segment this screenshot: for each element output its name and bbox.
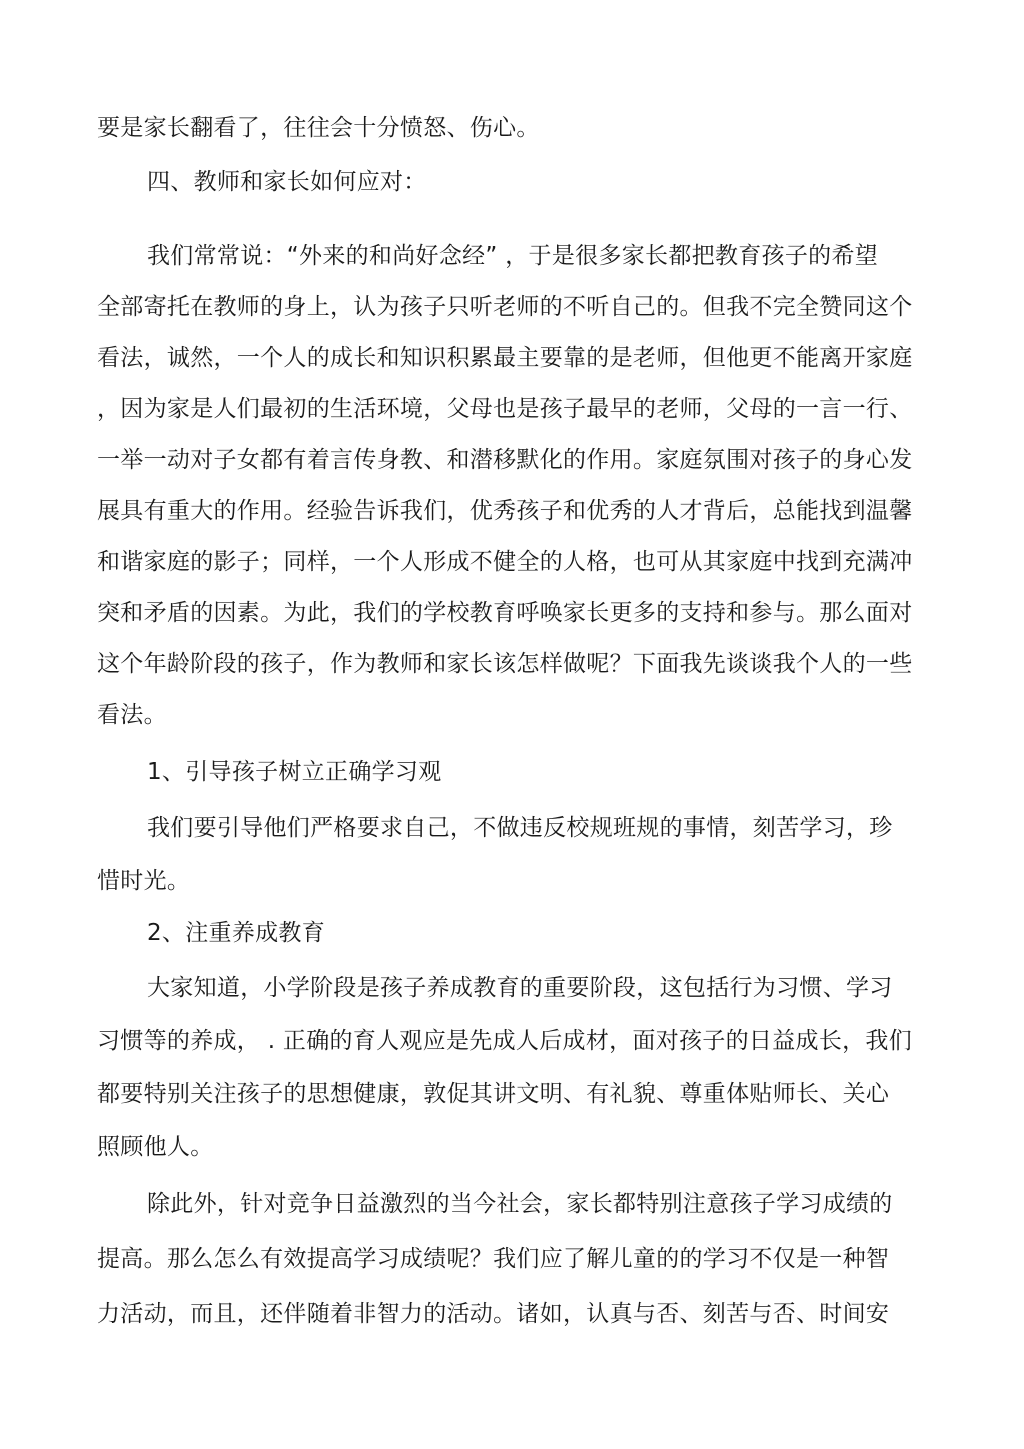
- text-line: 习惯等的养成， . 正确的育人观应是先成人后成材，面对孩子的日益成长，我们: [97, 1028, 913, 1054]
- text-line: 一举一动对子女都有着言传身教、和潜移默化的作用。家庭氛围对孩子的身心发: [97, 447, 913, 473]
- text-line: 都要特别关注孩子的思想健康，敦促其讲文明、有礼貌、尊重体贴师长、关心: [97, 1081, 890, 1107]
- text-line: 力活动，而且，还伴随着非智力的活动。诸如，认真与否、刻苦与否、时间安: [97, 1301, 890, 1327]
- text-line: 全部寄托在教师的身上，认为孩子只听老师的不听自己的。但我不完全赞同这个: [97, 294, 913, 320]
- text-line: 提高。那么怎么有效提高学习成绩呢？我们应了解儿童的的学习不仅是一种智: [97, 1246, 890, 1272]
- text-line: 惜时光。: [97, 868, 191, 894]
- text-line: 我们要引导他们严格要求自己，不做违反校规班规的事情，刻苦学习，珍: [147, 815, 893, 841]
- text-line: 展具有重大的作用。经验告诉我们，优秀孩子和优秀的人才背后，总能找到温馨: [97, 498, 913, 524]
- text-line: 要是家长翻看了，往往会十分愤怒、伤心。: [97, 115, 540, 141]
- text-line: 这个年龄阶段的孩子，作为教师和家长该怎样做呢？下面我先谈谈我个人的一些: [97, 651, 913, 677]
- subsection-heading: 2、注重养成教育: [147, 920, 326, 946]
- text-line: 和谐家庭的影子；同样，一个人形成不健全的人格，也可从其家庭中找到充满冲: [97, 549, 913, 575]
- text-line: ，因为家是人们最初的生活环境，父母也是孩子最早的老师，父母的一言一行、: [97, 396, 913, 422]
- subsection-heading: 1、引导孩子树立正确学习观: [147, 759, 442, 785]
- text-line: 我们常常说：“外来的和尚好念经” ，于是很多家长都把教育孩子的希望: [147, 243, 879, 269]
- text-line: 突和矛盾的因素。为此，我们的学校教育呼唤家长更多的支持和参与。那么面对: [97, 600, 913, 626]
- text-line: 看法，诚然，一个人的成长和知识积累最主要靠的是老师，但他更不能离开家庭: [97, 345, 913, 371]
- text-line: 照顾他人。: [97, 1134, 214, 1160]
- text-line: 看法。: [97, 702, 167, 728]
- section-heading: 四、教师和家长如何应对：: [147, 169, 427, 195]
- text-line: 大家知道，小学阶段是孩子养成教育的重要阶段，这包括行为习惯、学习: [147, 975, 893, 1001]
- text-line: 除此外，针对竞争日益激烈的当今社会，家长都特别注意孩子学习成绩的: [147, 1191, 893, 1217]
